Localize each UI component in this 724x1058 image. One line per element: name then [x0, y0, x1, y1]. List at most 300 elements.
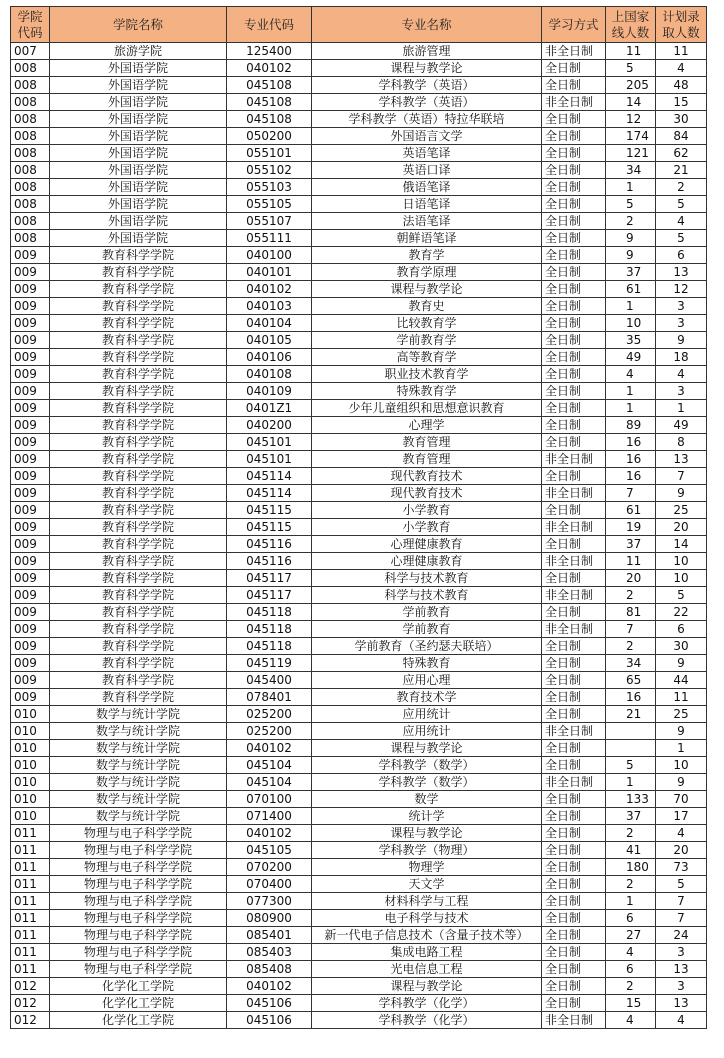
college-name-cell: 数学与统计学院 [50, 740, 227, 757]
major-code-cell: 045108 [227, 77, 312, 94]
planned-admission-count-cell: 3 [656, 383, 707, 400]
college-code-cell: 009 [11, 349, 50, 366]
college-code-cell: 012 [11, 978, 50, 995]
study-mode-cell: 全日制 [542, 638, 606, 655]
planned-admission-count-cell: 30 [656, 638, 707, 655]
study-mode-cell: 全日制 [542, 910, 606, 927]
major-name-cell: 新一代电子信息技术（含量子技术等） [312, 927, 542, 944]
planned-admission-count-cell: 49 [656, 417, 707, 434]
major-code-cell: 045116 [227, 553, 312, 570]
national-line-count-cell: 15 [606, 995, 656, 1012]
table-row [11, 128, 707, 145]
college-code-cell: 009 [11, 264, 50, 281]
major-code-cell: 045118 [227, 638, 312, 655]
study-mode-cell: 全日制 [542, 995, 606, 1012]
table-row [11, 774, 707, 791]
national-line-count-cell: 9 [606, 247, 656, 264]
college-code-cell: 008 [11, 60, 50, 77]
table-row [11, 247, 707, 264]
national-line-count-cell: 11 [606, 43, 656, 60]
college-name-cell: 数学与统计学院 [50, 706, 227, 723]
planned-admission-count-cell: 13 [656, 451, 707, 468]
table-row [11, 485, 707, 502]
major-code-cell: 045118 [227, 621, 312, 638]
college-name-cell: 外国语学院 [50, 196, 227, 213]
planned-admission-count-cell: 12 [656, 281, 707, 298]
national-line-count-cell: 133 [606, 791, 656, 808]
national-line-count-cell [606, 740, 656, 757]
major-name-cell: 旅游管理 [312, 43, 542, 60]
national-line-count-cell: 2 [606, 213, 656, 230]
college-code-cell: 010 [11, 723, 50, 740]
table-row [11, 621, 707, 638]
national-line-count-cell: 20 [606, 570, 656, 587]
major-code-cell: 045117 [227, 570, 312, 587]
major-code-cell: 045119 [227, 655, 312, 672]
major-name-cell: 科学与技术教育 [312, 570, 542, 587]
header-college-name: 学院名称 [50, 7, 227, 43]
planned-admission-count-cell: 17 [656, 808, 707, 825]
college-code-cell: 007 [11, 43, 50, 60]
national-line-count-cell: 5 [606, 60, 656, 77]
college-name-cell: 外国语学院 [50, 111, 227, 128]
college-name-cell: 物理与电子科学学院 [50, 859, 227, 876]
study-mode-cell: 全日制 [542, 77, 606, 94]
college-name-cell: 外国语学院 [50, 145, 227, 162]
table-row [11, 723, 707, 740]
major-code-cell: 025200 [227, 706, 312, 723]
major-name-cell: 学科教学（物理） [312, 842, 542, 859]
college-name-cell: 教育科学学院 [50, 315, 227, 332]
planned-admission-count-cell: 5 [656, 196, 707, 213]
table-row [11, 910, 707, 927]
college-code-cell: 009 [11, 587, 50, 604]
table-row [11, 791, 707, 808]
major-code-cell: 055103 [227, 179, 312, 196]
study-mode-cell: 全日制 [542, 434, 606, 451]
major-code-cell: 040109 [227, 383, 312, 400]
major-name-cell: 课程与教学论 [312, 825, 542, 842]
table-row [11, 77, 707, 94]
major-code-cell: 045104 [227, 757, 312, 774]
table-body [11, 43, 707, 1029]
national-line-count-cell: 34 [606, 162, 656, 179]
college-name-cell: 外国语学院 [50, 77, 227, 94]
college-code-cell: 010 [11, 706, 50, 723]
table-row [11, 179, 707, 196]
major-code-cell: 040100 [227, 247, 312, 264]
major-code-cell: 045101 [227, 434, 312, 451]
major-code-cell: 040108 [227, 366, 312, 383]
college-name-cell: 物理与电子科学学院 [50, 944, 227, 961]
table-row [11, 978, 707, 995]
table-row [11, 213, 707, 230]
national-line-count-cell: 4 [606, 366, 656, 383]
study-mode-cell: 全日制 [542, 604, 606, 621]
study-mode-cell: 非全日制 [542, 774, 606, 791]
table-row [11, 825, 707, 842]
planned-admission-count-cell: 13 [656, 961, 707, 978]
study-mode-cell: 全日制 [542, 315, 606, 332]
planned-admission-count-cell: 4 [656, 825, 707, 842]
planned-admission-count-cell: 20 [656, 842, 707, 859]
major-code-cell: 040101 [227, 264, 312, 281]
college-name-cell: 数学与统计学院 [50, 723, 227, 740]
major-name-cell: 课程与教学论 [312, 60, 542, 77]
planned-admission-count-cell: 21 [656, 162, 707, 179]
planned-admission-count-cell: 18 [656, 349, 707, 366]
header-major-name: 专业名称 [312, 7, 542, 43]
study-mode-cell: 全日制 [542, 502, 606, 519]
study-mode-cell: 全日制 [542, 196, 606, 213]
planned-admission-count-cell: 5 [656, 876, 707, 893]
college-name-cell: 外国语学院 [50, 60, 227, 77]
admissions-table-wrapper [10, 6, 707, 1029]
major-name-cell: 应用统计 [312, 706, 542, 723]
major-name-cell: 材料科学与工程 [312, 893, 542, 910]
table-row [11, 468, 707, 485]
major-code-cell: 040105 [227, 332, 312, 349]
study-mode-cell: 全日制 [542, 400, 606, 417]
college-code-cell: 008 [11, 230, 50, 247]
college-code-cell: 009 [11, 655, 50, 672]
major-code-cell: 070400 [227, 876, 312, 893]
college-name-cell: 外国语学院 [50, 128, 227, 145]
college-name-cell: 外国语学院 [50, 94, 227, 111]
table-row [11, 536, 707, 553]
planned-admission-count-cell: 4 [656, 1012, 707, 1029]
table-row [11, 349, 707, 366]
major-name-cell: 学科教学（化学） [312, 1012, 542, 1029]
planned-admission-count-cell: 15 [656, 94, 707, 111]
college-name-cell: 教育科学学院 [50, 519, 227, 536]
table-row [11, 859, 707, 876]
national-line-count-cell: 35 [606, 332, 656, 349]
college-code-cell: 009 [11, 519, 50, 536]
national-line-count-cell: 10 [606, 315, 656, 332]
planned-admission-count-cell: 1 [656, 400, 707, 417]
major-name-cell: 课程与教学论 [312, 281, 542, 298]
planned-admission-count-cell: 8 [656, 434, 707, 451]
college-name-cell: 教育科学学院 [50, 400, 227, 417]
college-name-cell: 外国语学院 [50, 230, 227, 247]
national-line-count-cell: 1 [606, 179, 656, 196]
study-mode-cell: 全日制 [542, 893, 606, 910]
major-code-cell: 050200 [227, 128, 312, 145]
national-line-count-cell: 2 [606, 587, 656, 604]
major-name-cell: 教育史 [312, 298, 542, 315]
major-code-cell: 055101 [227, 145, 312, 162]
college-code-cell: 008 [11, 179, 50, 196]
major-name-cell: 高等教育学 [312, 349, 542, 366]
college-code-cell: 011 [11, 961, 50, 978]
study-mode-cell: 全日制 [542, 417, 606, 434]
study-mode-cell: 非全日制 [542, 587, 606, 604]
national-line-count-cell: 37 [606, 808, 656, 825]
planned-admission-count-cell: 9 [656, 774, 707, 791]
planned-admission-count-cell: 6 [656, 621, 707, 638]
table-row [11, 587, 707, 604]
major-name-cell: 现代教育技术 [312, 468, 542, 485]
major-code-cell: 070100 [227, 791, 312, 808]
planned-admission-count-cell: 22 [656, 604, 707, 621]
major-code-cell: 055105 [227, 196, 312, 213]
college-code-cell: 011 [11, 876, 50, 893]
college-name-cell: 教育科学学院 [50, 247, 227, 264]
college-name-cell: 旅游学院 [50, 43, 227, 60]
college-code-cell: 009 [11, 689, 50, 706]
college-name-cell: 外国语学院 [50, 162, 227, 179]
national-line-count-cell: 16 [606, 689, 656, 706]
national-line-count-cell: 4 [606, 1012, 656, 1029]
major-name-cell: 应用统计 [312, 723, 542, 740]
college-name-cell: 教育科学学院 [50, 366, 227, 383]
planned-admission-count-cell: 84 [656, 128, 707, 145]
national-line-count-cell: 27 [606, 927, 656, 944]
national-line-count-cell: 16 [606, 451, 656, 468]
major-code-cell: 085401 [227, 927, 312, 944]
table-row [11, 927, 707, 944]
study-mode-cell: 全日制 [542, 859, 606, 876]
major-name-cell: 心理学 [312, 417, 542, 434]
college-name-cell: 教育科学学院 [50, 638, 227, 655]
major-code-cell: 045115 [227, 519, 312, 536]
study-mode-cell: 全日制 [542, 60, 606, 77]
national-line-count-cell: 1 [606, 893, 656, 910]
college-name-cell: 教育科学学院 [50, 621, 227, 638]
major-code-cell: 040200 [227, 417, 312, 434]
national-line-count-cell: 89 [606, 417, 656, 434]
study-mode-cell: 全日制 [542, 230, 606, 247]
college-name-cell: 物理与电子科学学院 [50, 876, 227, 893]
major-name-cell: 学前教育学 [312, 332, 542, 349]
college-name-cell: 教育科学学院 [50, 502, 227, 519]
major-code-cell: 025200 [227, 723, 312, 740]
college-code-cell: 008 [11, 77, 50, 94]
study-mode-cell: 非全日制 [542, 553, 606, 570]
national-line-count-cell: 6 [606, 910, 656, 927]
major-name-cell: 俄语笔译 [312, 179, 542, 196]
national-line-count-cell: 121 [606, 145, 656, 162]
major-code-cell: 040102 [227, 281, 312, 298]
college-code-cell: 008 [11, 162, 50, 179]
major-code-cell: 085403 [227, 944, 312, 961]
major-name-cell: 课程与教学论 [312, 740, 542, 757]
major-name-cell: 学科教学（化学） [312, 995, 542, 1012]
study-mode-cell: 全日制 [542, 213, 606, 230]
major-code-cell: 040102 [227, 825, 312, 842]
major-code-cell: 078401 [227, 689, 312, 706]
table-row [11, 417, 707, 434]
planned-admission-count-cell: 5 [656, 587, 707, 604]
college-name-cell: 教育科学学院 [50, 485, 227, 502]
major-code-cell: 045118 [227, 604, 312, 621]
college-code-cell: 012 [11, 1012, 50, 1029]
major-name-cell: 学前教育（圣约瑟夫联培） [312, 638, 542, 655]
college-name-cell: 物理与电子科学学院 [50, 842, 227, 859]
college-name-cell: 教育科学学院 [50, 434, 227, 451]
major-code-cell: 045108 [227, 111, 312, 128]
major-name-cell: 学科教学（数学） [312, 774, 542, 791]
planned-admission-count-cell: 9 [656, 655, 707, 672]
college-code-cell: 008 [11, 94, 50, 111]
table-row [11, 655, 707, 672]
major-code-cell: 0401Z1 [227, 400, 312, 417]
college-code-cell: 009 [11, 400, 50, 417]
planned-admission-count-cell: 62 [656, 145, 707, 162]
planned-admission-count-cell: 7 [656, 468, 707, 485]
table-row [11, 383, 707, 400]
national-line-count-cell: 49 [606, 349, 656, 366]
college-name-cell: 教育科学学院 [50, 689, 227, 706]
national-line-count-cell: 5 [606, 196, 656, 213]
table-row [11, 111, 707, 128]
national-line-count-cell: 2 [606, 638, 656, 655]
major-name-cell: 特殊教育 [312, 655, 542, 672]
college-name-cell: 教育科学学院 [50, 587, 227, 604]
study-mode-cell: 全日制 [542, 876, 606, 893]
major-code-cell: 045115 [227, 502, 312, 519]
major-code-cell: 045117 [227, 587, 312, 604]
study-mode-cell: 非全日制 [542, 1012, 606, 1029]
planned-admission-count-cell: 3 [656, 944, 707, 961]
college-code-cell: 009 [11, 468, 50, 485]
college-code-cell: 009 [11, 366, 50, 383]
major-name-cell: 集成电路工程 [312, 944, 542, 961]
planned-admission-count-cell: 9 [656, 332, 707, 349]
national-line-count-cell: 12 [606, 111, 656, 128]
national-line-count-cell: 1 [606, 383, 656, 400]
college-code-cell: 009 [11, 536, 50, 553]
national-line-count-cell: 21 [606, 706, 656, 723]
planned-admission-count-cell: 24 [656, 927, 707, 944]
planned-admission-count-cell: 11 [656, 689, 707, 706]
table-row [11, 842, 707, 859]
planned-admission-count-cell: 25 [656, 706, 707, 723]
table-row [11, 332, 707, 349]
table-row [11, 706, 707, 723]
major-name-cell: 特殊教育学 [312, 383, 542, 400]
college-code-cell: 008 [11, 196, 50, 213]
admissions-table [10, 6, 707, 1029]
major-name-cell: 教育管理 [312, 451, 542, 468]
study-mode-cell: 全日制 [542, 655, 606, 672]
college-name-cell: 化学化工学院 [50, 1012, 227, 1029]
national-line-count-cell: 14 [606, 94, 656, 111]
college-code-cell: 011 [11, 927, 50, 944]
college-name-cell: 物理与电子科学学院 [50, 893, 227, 910]
table-row [11, 689, 707, 706]
major-name-cell: 外国语言文学 [312, 128, 542, 145]
table-row [11, 553, 707, 570]
college-code-cell: 010 [11, 791, 50, 808]
study-mode-cell: 全日制 [542, 349, 606, 366]
college-code-cell: 009 [11, 247, 50, 264]
college-code-cell: 011 [11, 910, 50, 927]
header-national-line-count: 上国家 线人数 [606, 7, 656, 43]
table-row [11, 230, 707, 247]
planned-admission-count-cell: 11 [656, 43, 707, 60]
planned-admission-count-cell: 3 [656, 978, 707, 995]
study-mode-cell: 全日制 [542, 111, 606, 128]
table-row [11, 740, 707, 757]
major-code-cell: 055111 [227, 230, 312, 247]
college-code-cell: 011 [11, 893, 50, 910]
planned-admission-count-cell: 13 [656, 995, 707, 1012]
study-mode-cell: 非全日制 [542, 485, 606, 502]
national-line-count-cell: 65 [606, 672, 656, 689]
college-name-cell: 教育科学学院 [50, 604, 227, 621]
national-line-count-cell: 174 [606, 128, 656, 145]
national-line-count-cell: 2 [606, 978, 656, 995]
national-line-count-cell: 16 [606, 434, 656, 451]
planned-admission-count-cell: 3 [656, 298, 707, 315]
national-line-count-cell: 1 [606, 774, 656, 791]
study-mode-cell: 全日制 [542, 927, 606, 944]
planned-admission-count-cell: 10 [656, 553, 707, 570]
college-code-cell: 009 [11, 570, 50, 587]
study-mode-cell: 非全日制 [542, 94, 606, 111]
study-mode-cell: 全日制 [542, 961, 606, 978]
table-row [11, 196, 707, 213]
major-code-cell: 045400 [227, 672, 312, 689]
table-header-row [11, 7, 707, 43]
table-row [11, 298, 707, 315]
major-name-cell: 小学教育 [312, 519, 542, 536]
table-row [11, 570, 707, 587]
study-mode-cell: 全日制 [542, 536, 606, 553]
major-name-cell: 学科教学（英语） [312, 77, 542, 94]
national-line-count-cell: 61 [606, 281, 656, 298]
table-row [11, 893, 707, 910]
major-name-cell: 统计学 [312, 808, 542, 825]
college-code-cell: 009 [11, 638, 50, 655]
study-mode-cell: 非全日制 [542, 621, 606, 638]
table-row [11, 519, 707, 536]
study-mode-cell: 非全日制 [542, 723, 606, 740]
college-name-cell: 化学化工学院 [50, 978, 227, 995]
college-name-cell: 化学化工学院 [50, 995, 227, 1012]
study-mode-cell: 全日制 [542, 570, 606, 587]
planned-admission-count-cell: 7 [656, 893, 707, 910]
major-name-cell: 英语笔译 [312, 145, 542, 162]
planned-admission-count-cell: 48 [656, 77, 707, 94]
table-row [11, 145, 707, 162]
college-name-cell: 物理与电子科学学院 [50, 910, 227, 927]
national-line-count-cell: 6 [606, 961, 656, 978]
table-row [11, 808, 707, 825]
major-name-cell: 学前教育 [312, 621, 542, 638]
table-row [11, 1012, 707, 1029]
study-mode-cell: 全日制 [542, 145, 606, 162]
table-row [11, 162, 707, 179]
planned-admission-count-cell: 9 [656, 485, 707, 502]
college-code-cell: 009 [11, 485, 50, 502]
college-name-cell: 物理与电子科学学院 [50, 927, 227, 944]
study-mode-cell: 非全日制 [542, 43, 606, 60]
study-mode-cell: 全日制 [542, 366, 606, 383]
college-name-cell: 数学与统计学院 [50, 808, 227, 825]
national-line-count-cell: 19 [606, 519, 656, 536]
college-name-cell: 教育科学学院 [50, 536, 227, 553]
college-name-cell: 教育科学学院 [50, 655, 227, 672]
header-study-mode: 学习方式 [542, 7, 606, 43]
table-row [11, 944, 707, 961]
major-code-cell: 045106 [227, 1012, 312, 1029]
national-line-count-cell: 7 [606, 485, 656, 502]
table-row [11, 94, 707, 111]
major-code-cell: 071400 [227, 808, 312, 825]
